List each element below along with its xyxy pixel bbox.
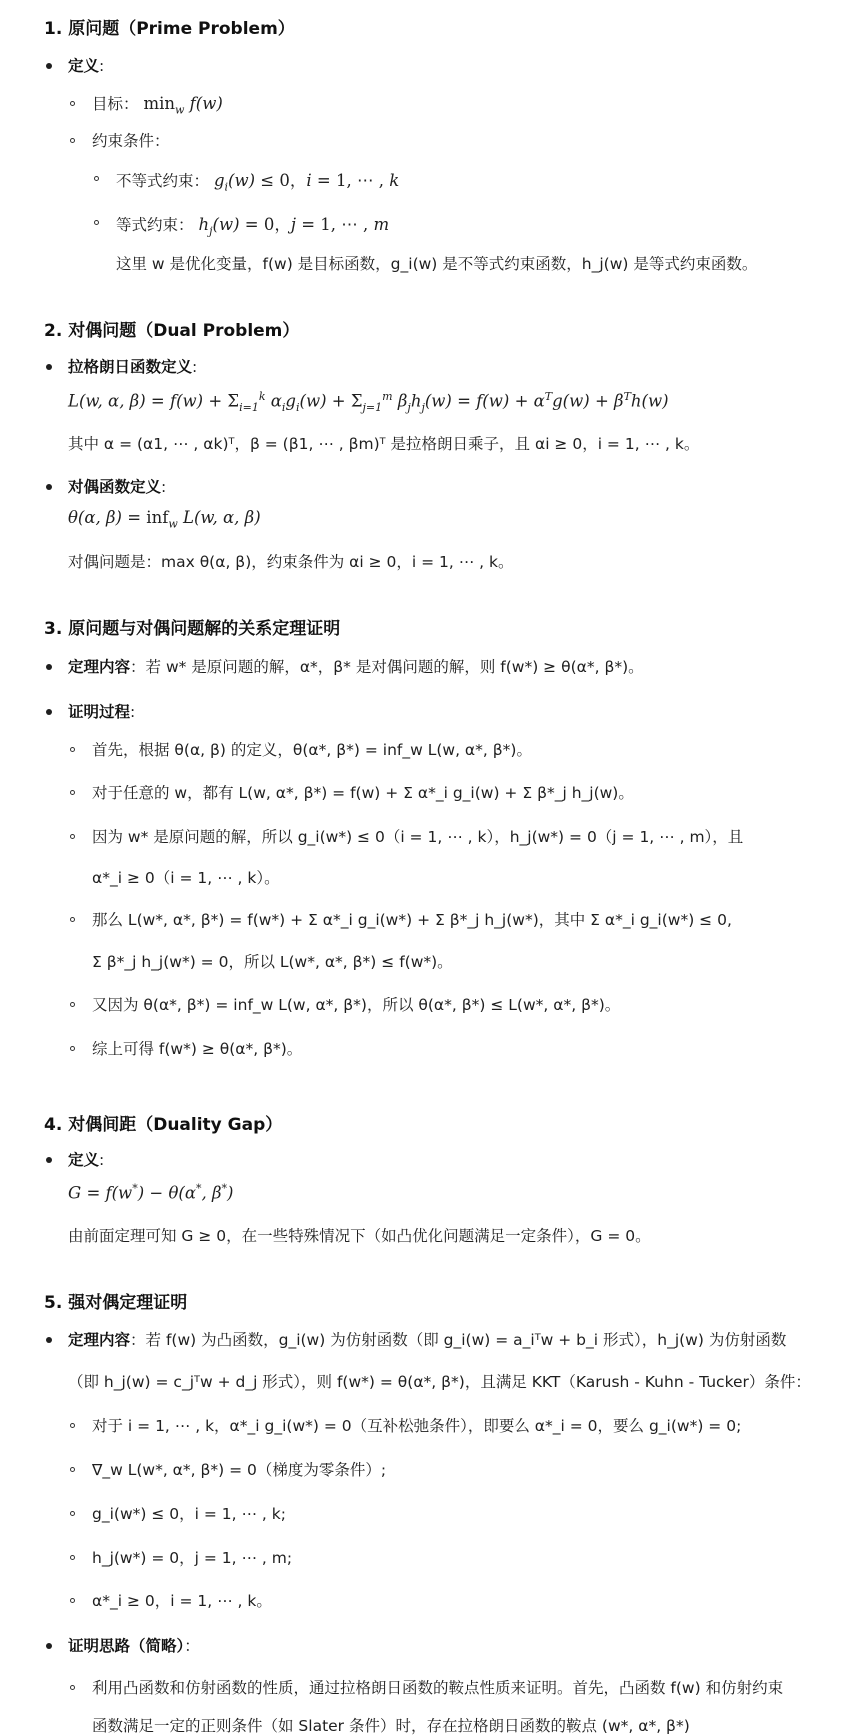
s3-proof-label: 证明过程: [68,703,136,721]
sub-sub-bullet [94,176,99,181]
s3-step-3: 因为 w* 是原问题的解，所以 g_i(w*) ≤ 0（i = 1, ⋯ , k），h_j(w*) = 0（j = 1, ⋯ , m），且 [92,828,744,846]
s5-proof-idea-label: 证明思路（简略）： [68,1637,200,1655]
bullet [46,1643,52,1649]
sub-bullet [70,1467,75,1472]
sub-bullet [70,101,75,106]
s3-step-3-cont: α*_i ≥ 0（i = 1, ⋯ , k）。 [92,869,280,887]
gap-expr: G = f(w*) − θ(α*, β*) [68,1182,234,1203]
sub-bullet [70,138,75,143]
s2-dual-problem-note: 对偶问题是：max θ(α, β)，约束条件为 αi ≥ 0，i = 1, ⋯ , k。 [68,553,514,571]
kkt-4: h_j(w*) = 0，j = 1, ⋯ , m; [92,1549,293,1567]
sub-bullet [70,834,75,839]
sub-bullet [70,917,75,922]
bullet [46,709,52,715]
kkt-5: α*_i ≥ 0，i = 1, ⋯ , k。 [92,1592,272,1610]
sub-bullet [70,1046,75,1051]
s3-step-4-cont: Σ β*_j h_j(w*) = 0，所以 L(w*, α*, β*) ≤ f(w*)。 [92,953,453,971]
s3-theorem: 定理内容：若 w* 是原问题的解，α*，β* 是对偶问题的解，则 f(w*) ≥ θ(α*, β*)。 [68,658,644,676]
sub-bullet [70,747,75,752]
s3-step-4: 那么 L(w*, α*, β*) = f(w*) + Σ α*_i g_i(w*) + Σ β*_j h_j(w*)，其中 Σ α*_i g_i(w*) ≤ 0, [92,911,732,929]
section-2-title: 2. 对偶问题（Dual Problem） [44,321,300,341]
s1-note: 这里 w 是优化变量，f(w) 是目标函数，g_i(w) 是不等式约束函数，h_j(w) 是等式约束函数。 [116,255,758,273]
s5-theorem: 定理内容：若 f(w) 为凸函数，g_i(w) 为仿射函数（即 g_i(w) = a_iᵀw + b_i 形式），h_j(w) 为仿射函数 [68,1331,787,1349]
section-1-title: 1. 原问题（Prime Problem） [44,19,295,39]
bullet [46,1337,52,1343]
s3-step-6: 综上可得 f(w*) ≥ θ(α*, β*)。 [92,1040,303,1058]
bullet [46,664,52,670]
s1-definition: 定义: [68,57,105,75]
sub-bullet [70,1511,75,1516]
sub-bullet [70,1598,75,1603]
s4-gap-note: 由前面定理可知 G ≥ 0，在一些特殊情况下（如凸优化问题满足一定条件），G = 0。 [68,1227,651,1245]
s1-ineq: 不等式约束： $g_i(w) \le 0$，i = 1, ⋯ , k [116,171,400,194]
bullet [46,63,52,69]
s5-proof-idea-1: 利用凸函数和仿射函数的性质，通过拉格朗日函数的鞍点性质来证明。首先，凸函数 f(w) 和仿射约束 [92,1679,784,1697]
s1-constraints-label: 约束条件： [92,132,170,150]
s3-step-5: 又因为 θ(α*, β*) = inf_w L(w, α*, β*)，所以 θ(α*, β*) ≤ L(w*, α*, β*)。 [92,996,621,1014]
sub-bullet [70,1685,75,1690]
section-4-title: 4. 对偶间距（Duality Gap） [44,1115,283,1135]
sub-bullet [70,1423,75,1428]
kkt-3: g_i(w*) ≤ 0，i = 1, ⋯ , k; [92,1505,286,1523]
s4-definition-label: 定义: [68,1151,105,1169]
s1-eq: 等式约束： $h_j(w) = 0$，j = 1, ⋯ , m [116,215,390,238]
s5-proof-idea-2: 函数满足一定的正则条件（如 Slater 条件）时，存在拉格朗日函数的鞍点 (w*, α*, β*) [92,1717,690,1735]
section-3-title: 3. 原问题与对偶问题解的关系定理证明 [44,619,341,639]
bullet [46,364,52,370]
sub-bullet [70,1555,75,1560]
s2-dual-fn-label: 对偶函数定义: [68,478,167,496]
s1-objective: 目标： $\min_w f(w)$ [92,94,223,117]
s3-step-1: 首先，根据 θ(α, β) 的定义，θ(α*, β*) = inf_w L(w, α*, β*)。 [92,741,532,759]
sub-sub-bullet [94,220,99,225]
s2-multipliers-note: 其中 α = (α1, ⋯ , αk)ᵀ，β = (β1, ⋯ , βm)ᵀ 是拉格朗日乘子，且 αi ≥ 0，i = 1, ⋯ , k。 [68,435,700,453]
kkt-2: ∇_w L(w*, α*, β*) = 0（梯度为零条件）; [92,1461,387,1479]
objective-expr: $\min_w f(w)$ [143,94,223,117]
bullet [46,484,52,490]
section-5-title: 5. 强对偶定理证明 [44,1293,188,1313]
dual-fn-expr: θ(α, β) = inf$_w$ L(w, α, β) [68,508,261,531]
sub-bullet [70,1002,75,1007]
bullet [46,1157,52,1163]
s2-lagrangian-label: 拉格朗日函数定义: [68,358,198,376]
lagrangian-expr: L(w, α, $\beta) = f(w) + \Sigma_{i=1}^k$ $\alpha_ig_i(w) + \Sigma_{j=1}^m$ $\beta_jh_j(w) = f(w) + \alpha^Tg(w) + \beta^Th(w)$ [68,390,669,414]
sub-bullet [70,790,75,795]
s5-theorem-cont: （即 h_j(w) = c_jᵀw + d_j 形式），则 f(w*) = θ(α*, β*)，且满足 KKT（Karush - Kuhn - Tucker）条件： [68,1373,811,1391]
kkt-1: 对于 i = 1, ⋯ , k，α*_i g_i(w*) = 0（互补松弛条件），即要么 α*_i = 0，要么 g_i(w*) = 0; [92,1417,742,1435]
s3-step-2: 对于任意的 w，都有 L(w, α*, β*) = f(w) + Σ α*_i g_i(w) + Σ β*_j h_j(w)。 [92,784,634,802]
